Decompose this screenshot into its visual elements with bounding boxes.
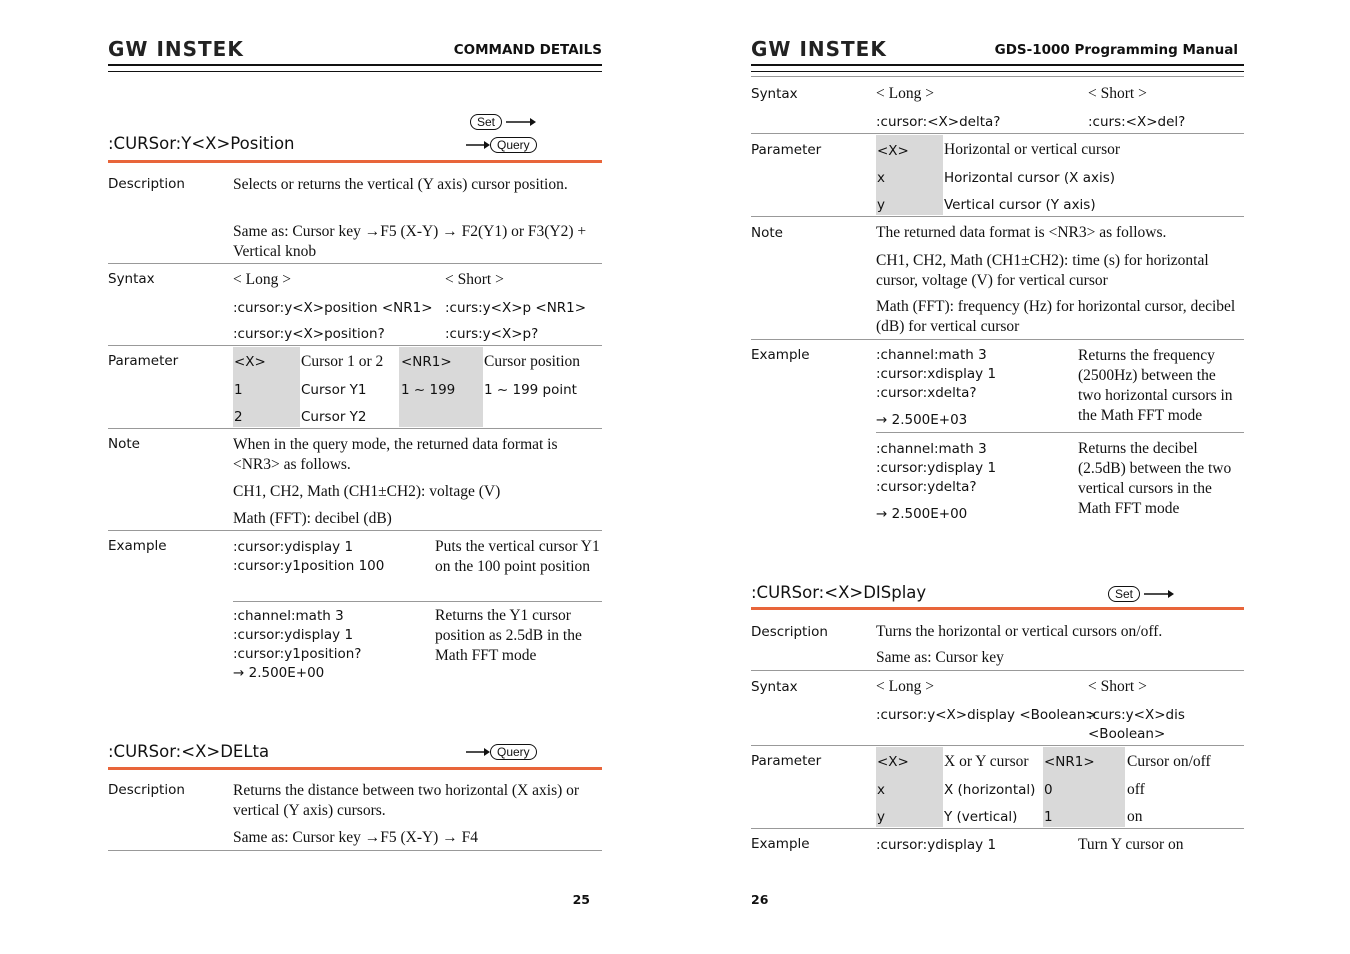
param-nr1-desc: Cursor on/off bbox=[1127, 753, 1211, 770]
divider bbox=[751, 745, 1244, 746]
param-value: y bbox=[877, 809, 885, 825]
divider bbox=[751, 216, 1244, 217]
description-shortcut: Same as: Cursor key bbox=[876, 649, 1004, 666]
note-text: CH1, CH2, Math (CH1±CH2): time (s) for horizontal cursor, voltage (V) for vertical cursor bbox=[876, 252, 1209, 289]
syntax-long-set: :cursor:y<X>display <Boolean> bbox=[876, 707, 1097, 723]
gw-instek-logo: GW INSTEK bbox=[108, 37, 244, 61]
param-range: 0 bbox=[1044, 782, 1053, 798]
divider bbox=[751, 828, 1244, 829]
query-badge: Query bbox=[490, 137, 537, 153]
right-page bbox=[751, 0, 1244, 954]
set-indicator bbox=[1108, 585, 1174, 603]
param-x: <X> bbox=[234, 354, 266, 370]
example-description: Returns the Y1 cursor position as 2.5dB in the Math FFT mode bbox=[435, 607, 582, 664]
description-label: Description bbox=[108, 782, 185, 798]
divider bbox=[108, 850, 602, 851]
syntax-long-header: < Long > bbox=[876, 85, 934, 102]
param-range-desc: off bbox=[1127, 781, 1145, 798]
parameter-label: Parameter bbox=[108, 353, 179, 369]
description-shortcut: Same as: Cursor key →F5 (X-Y) → F2(Y1) or F3(Y2) + Vertical knob bbox=[233, 223, 587, 260]
divider bbox=[108, 345, 602, 346]
divider bbox=[751, 76, 1244, 77]
param-range: 1 ~ 199 bbox=[401, 382, 456, 398]
query-indicator bbox=[466, 136, 537, 154]
note-text: CH1, CH2, Math (CH1±CH2): voltage (V) bbox=[233, 483, 501, 500]
divider bbox=[876, 432, 1244, 433]
param-value-desc: Horizontal cursor (X axis) bbox=[944, 170, 1116, 186]
set-badge: Set bbox=[1108, 586, 1140, 602]
section-title: :CURSor:<X>DELta bbox=[108, 742, 270, 761]
right-arrow-icon bbox=[466, 747, 490, 757]
note-text: Math (FFT): frequency (Hz) for horizontal cursor, decibel (dB) for vertical cursor bbox=[876, 298, 1236, 335]
example-description: Returns the frequency (2500Hz) between the two horizontal cursors in the Math FFT mode bbox=[1078, 347, 1233, 424]
section-title-underline bbox=[108, 767, 602, 770]
right-arrow-icon bbox=[466, 140, 490, 150]
example-code: :channel:math 3 :cursor:xdisplay 1 :cursor:xdelta? bbox=[876, 347, 997, 401]
example-code: :cursor:ydisplay 1 bbox=[876, 837, 997, 853]
divider bbox=[751, 339, 1244, 340]
param-value-desc: Cursor Y1 bbox=[301, 382, 367, 398]
syntax-long-query: :cursor:y<X>position? bbox=[233, 326, 385, 342]
section-title: :CURSor:<X>DISplay bbox=[751, 583, 927, 602]
syntax-label: Syntax bbox=[751, 86, 798, 102]
syntax-short-set: :curs:y<X>dis <Boolean> bbox=[1088, 707, 1185, 742]
syntax-label: Syntax bbox=[108, 271, 155, 287]
note-label: Note bbox=[108, 436, 140, 452]
example-description: Turn Y cursor on bbox=[1078, 836, 1184, 853]
example-result: → 2.500E+00 bbox=[876, 506, 968, 522]
param-x-desc: X or Y cursor bbox=[944, 753, 1029, 770]
note-label: Note bbox=[751, 225, 783, 241]
syntax-short-set: :curs:y<X>p <NR1> bbox=[445, 300, 587, 316]
syntax-short-query: :curs:y<X>p? bbox=[445, 326, 539, 342]
page-header: GDS-1000 Programming Manual bbox=[994, 42, 1238, 58]
syntax-short-header: < Short > bbox=[445, 271, 504, 288]
param-value: 2 bbox=[234, 409, 243, 425]
example-label: Example bbox=[751, 347, 810, 363]
param-value: y bbox=[877, 197, 885, 213]
example-code: :channel:math 3 :cursor:ydisplay 1 :cursor:ydelta? bbox=[876, 441, 997, 495]
note-text: When in the query mode, the returned data format is <NR3> as follows. bbox=[233, 436, 558, 473]
param-x: <X> bbox=[877, 143, 909, 159]
note-text: The returned data format is <NR3> as follows. bbox=[876, 224, 1167, 241]
divider bbox=[108, 530, 602, 531]
divider bbox=[751, 133, 1244, 134]
set-badge: Set bbox=[470, 114, 502, 130]
section-title: :CURSor:Y<X>Position bbox=[108, 134, 295, 153]
header-rule bbox=[751, 64, 1244, 72]
gw-instek-logo: GW INSTEK bbox=[751, 37, 887, 61]
right-arrow-icon bbox=[1144, 589, 1174, 599]
param-range: 1 bbox=[1044, 809, 1053, 825]
description-label: Description bbox=[108, 176, 185, 192]
description-label: Description bbox=[751, 624, 828, 640]
param-value-desc: X (horizontal) bbox=[944, 782, 1036, 798]
example-code: :cursor:ydisplay 1 :cursor:y1position 100 bbox=[233, 539, 385, 574]
param-value: x bbox=[877, 170, 885, 186]
example-code: :channel:math 3 :cursor:ydisplay 1 :cursor:y1position? → 2.500E+00 bbox=[233, 608, 362, 681]
header-rule bbox=[108, 64, 602, 72]
param-x: <X> bbox=[877, 754, 909, 770]
page-number: 25 bbox=[572, 892, 590, 907]
query-badge: Query bbox=[490, 744, 537, 760]
param-x-desc: Cursor 1 or 2 bbox=[301, 353, 384, 370]
param-nr1: <NR1> bbox=[401, 354, 452, 370]
param-nr1-desc: Cursor position bbox=[484, 353, 581, 370]
param-value: 1 bbox=[234, 382, 243, 398]
example-description: Puts the vertical cursor Y1 on the 100 point position bbox=[435, 538, 600, 575]
left-page bbox=[108, 0, 602, 954]
description-shortcut: Same as: Cursor key →F5 (X-Y) → F4 bbox=[233, 829, 478, 846]
param-value: x bbox=[877, 782, 885, 798]
section-title-underline bbox=[108, 160, 602, 163]
description-text: Returns the distance between two horizontal (X axis) or vertical (Y axis) cursors. bbox=[233, 782, 580, 819]
set-indicator bbox=[470, 113, 536, 131]
divider bbox=[108, 428, 602, 429]
param-value-desc: Y (vertical) bbox=[944, 809, 1018, 825]
example-result: → 2.500E+03 bbox=[876, 412, 968, 428]
param-range-desc: 1 ~ 199 point bbox=[484, 382, 577, 398]
divider bbox=[751, 670, 1244, 671]
query-indicator bbox=[466, 743, 537, 761]
param-nr1: <NR1> bbox=[1044, 754, 1095, 770]
divider bbox=[108, 263, 602, 264]
section-title-underline bbox=[751, 607, 1244, 610]
example-label: Example bbox=[751, 836, 810, 852]
right-arrow-icon bbox=[506, 117, 536, 127]
description-text: Selects or returns the vertical (Y axis) cursor position. bbox=[233, 176, 568, 193]
syntax-long-set: :cursor:y<X>position <NR1> bbox=[233, 300, 433, 316]
syntax-short-header: < Short > bbox=[1088, 678, 1147, 695]
param-value-desc: Cursor Y2 bbox=[301, 409, 367, 425]
syntax-long-header: < Long > bbox=[233, 271, 291, 288]
syntax-short-header: < Short > bbox=[1088, 85, 1147, 102]
parameter-label: Parameter bbox=[751, 142, 822, 158]
param-range-desc: on bbox=[1127, 808, 1143, 825]
page-header: COMMAND DETAILS bbox=[453, 42, 602, 58]
example-label: Example bbox=[108, 538, 167, 554]
divider bbox=[233, 601, 602, 602]
param-x-desc: Horizontal or vertical cursor bbox=[944, 141, 1121, 158]
syntax-label: Syntax bbox=[751, 679, 798, 695]
syntax-long-query: :cursor:<X>delta? bbox=[876, 114, 1001, 130]
syntax-long-header: < Long > bbox=[876, 678, 934, 695]
example-description: Returns the decibel (2.5dB) between the two vertical cursors in the Math FFT mode bbox=[1078, 440, 1232, 517]
description-text: Turns the horizontal or vertical cursors on/off. bbox=[876, 623, 1163, 640]
param-value-desc: Vertical cursor (Y axis) bbox=[944, 197, 1096, 213]
parameter-label: Parameter bbox=[751, 753, 822, 769]
syntax-short-query: :curs:<X>del? bbox=[1088, 114, 1186, 130]
page-number: 26 bbox=[751, 892, 769, 907]
note-text: Math (FFT): decibel (dB) bbox=[233, 510, 392, 527]
